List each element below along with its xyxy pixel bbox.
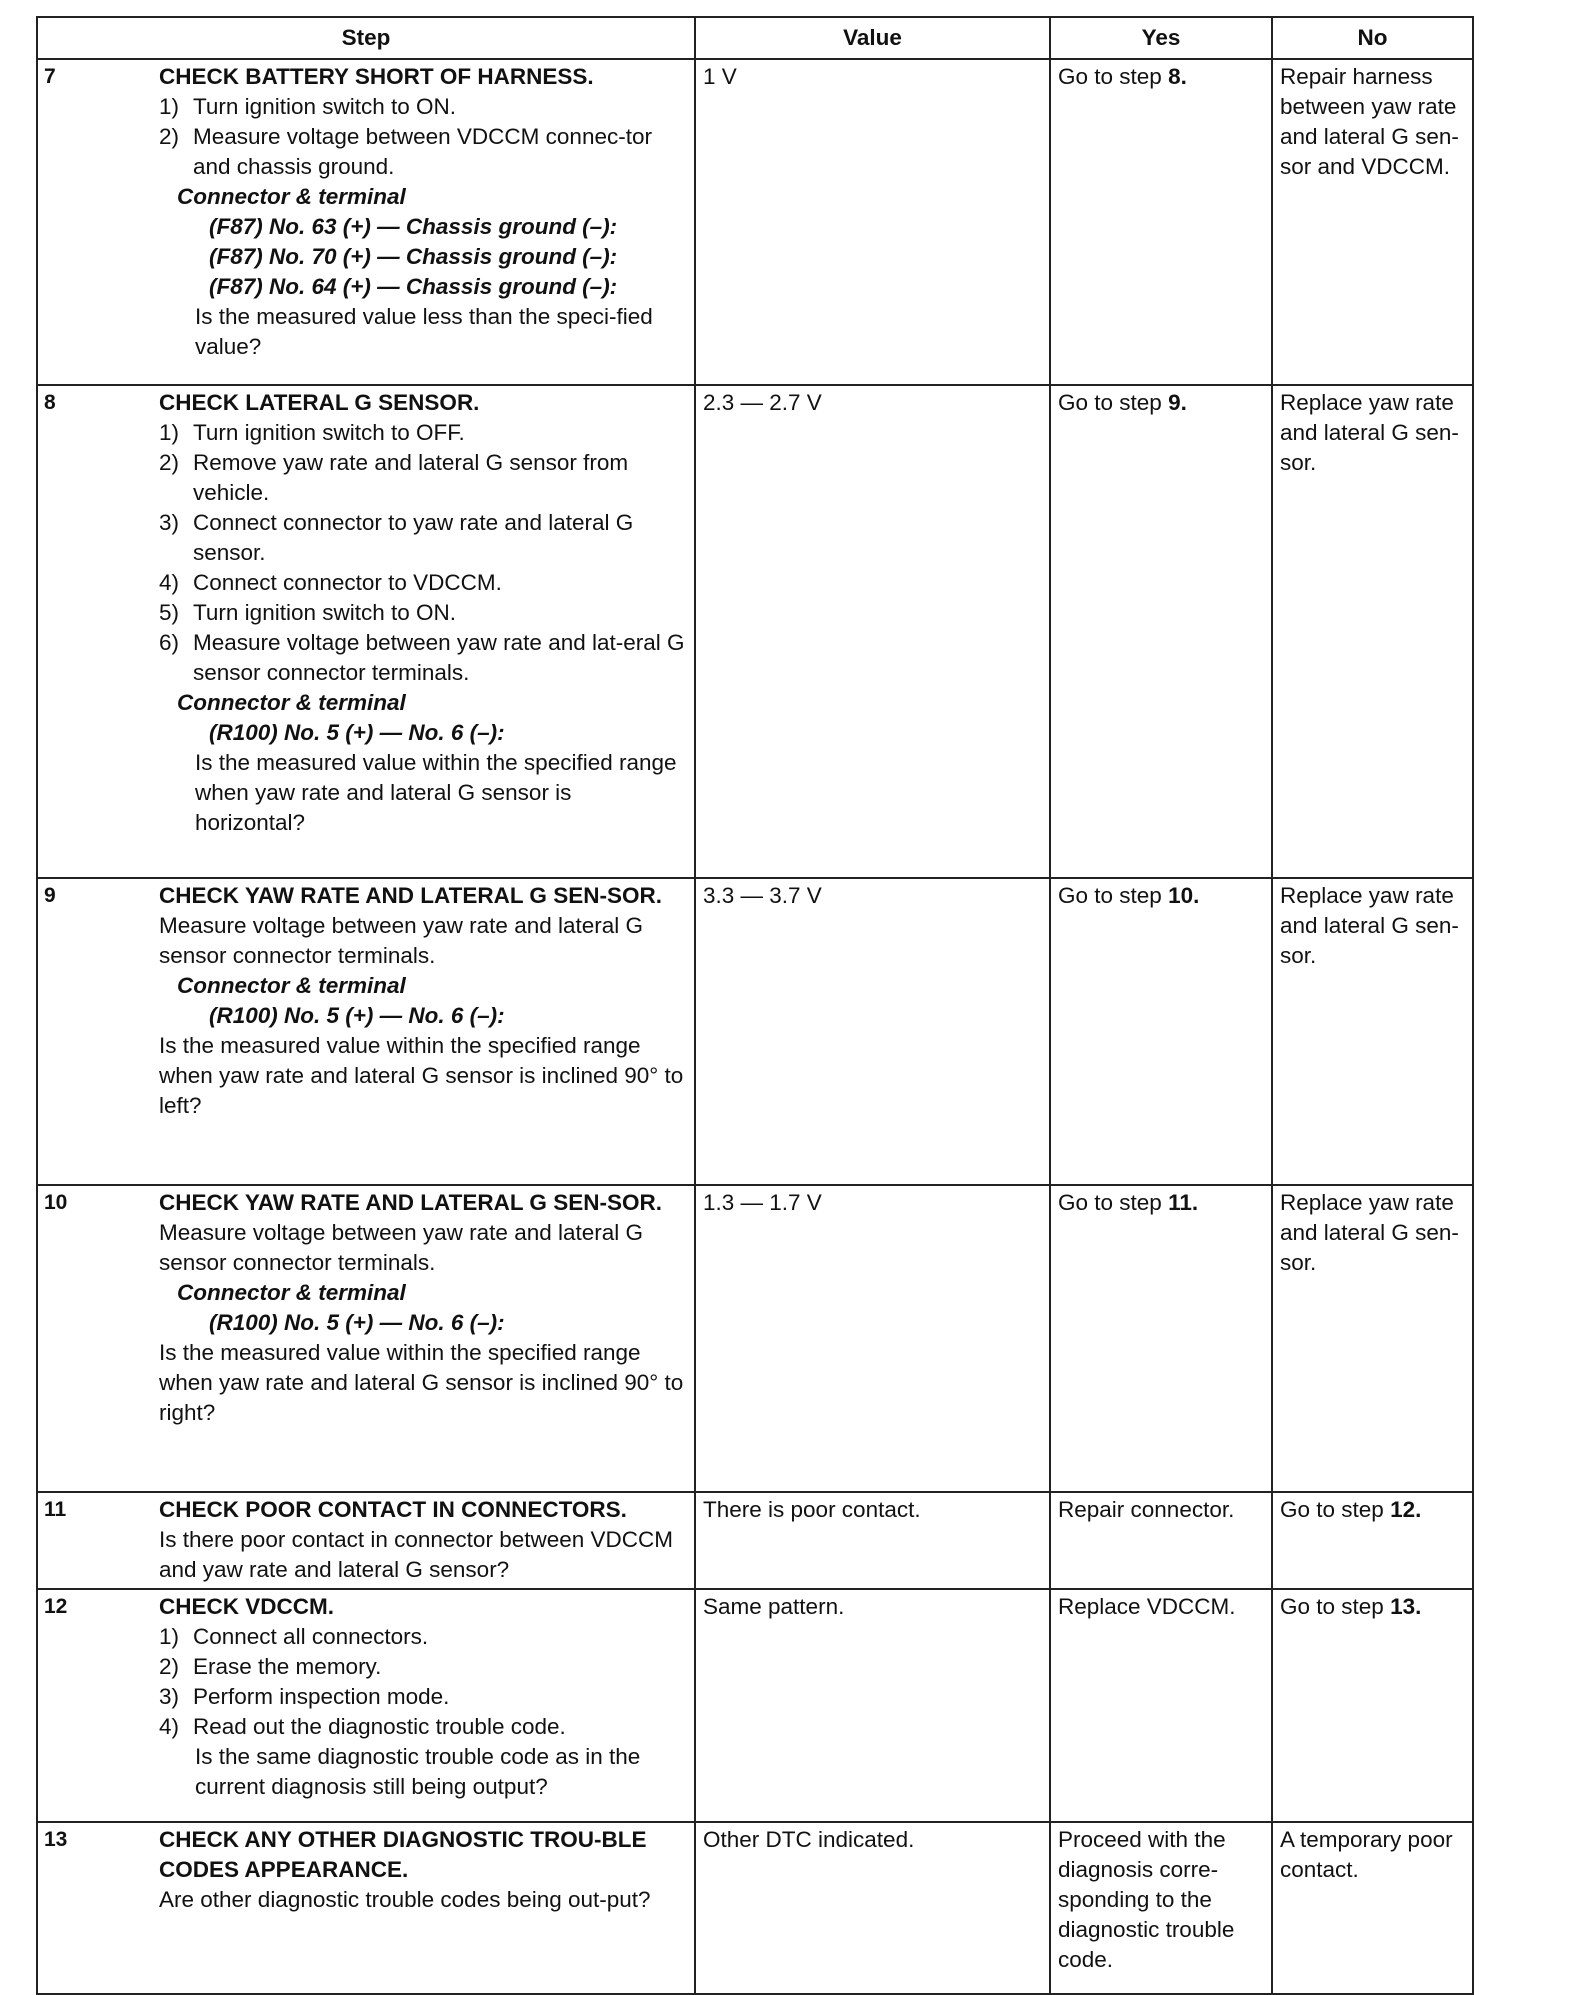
header-value: Value [695,17,1050,59]
connector-terminal: (R100) No. 5 (+) — No. 6 (–): [209,720,505,745]
yes-step-ref: 9. [1168,390,1187,415]
step-body [159,1592,687,1802]
step-title: CHECK BATTERY SHORT OF HARNESS. [159,64,594,89]
step-body [159,881,687,1121]
step-title: CHECK YAW RATE AND LATERAL G SEN-SOR. [159,1190,662,1215]
yes-text: Go to step [1058,883,1169,908]
step-title: CHECK VDCCM. [159,1594,335,1619]
step-title: CHECK POOR CONTACT IN CONNECTORS. [159,1497,627,1522]
step-number: 13 [44,1828,68,1851]
no-text: Go to step [1280,1497,1391,1522]
instruction-number: 6) [159,630,180,655]
connector-terminal: (R100) No. 5 (+) — No. 6 (–): [209,1003,505,1028]
connector-terminal: (F87) No. 70 (+) — Chassis ground (–): [209,244,618,269]
table-row [37,878,1473,1185]
value-cell [695,1492,1050,1589]
instruction-number: 3) [159,510,180,535]
connector-terminal: (F87) No. 64 (+) — Chassis ground (–): [209,274,618,299]
yes-text: Proceed with the diagnosis corre-sponding to the diagnostic trouble code. [1058,1827,1235,1972]
step-instruction [159,1652,687,1682]
yes-step-ref: 8. [1168,64,1187,89]
connector-heading: Connector & terminal [177,973,406,998]
step-number: 9 [44,884,56,907]
step-cell [37,1822,695,1994]
step-title: CHECK ANY OTHER DIAGNOSTIC TROU-BLE CODES APPEARANCE. [159,1827,647,1882]
table-row [37,385,1473,878]
connector-heading: Connector & terminal [177,690,406,715]
instruction-text: Turn ignition switch to ON. [193,94,457,119]
step-body [159,1188,687,1428]
table-row [37,1492,1473,1589]
yes-text: Go to step [1058,64,1169,89]
no-step-ref: 12. [1390,1497,1422,1522]
table-row [37,1589,1473,1822]
instruction-text: Remove yaw rate and lateral G sensor from vehicle. [193,450,629,505]
instruction-number: 2) [159,450,180,475]
yes-step-ref: 10. [1168,883,1200,908]
instruction-text: Turn ignition switch to OFF. [193,420,465,445]
step-body [159,1825,687,1915]
yes-text: Replace VDCCM. [1058,1594,1236,1619]
step-description: Are other diagnostic trouble codes being out-put? [159,1887,651,1912]
instruction-number: 1) [159,94,180,119]
instruction-text: Perform inspection mode. [193,1684,450,1709]
instruction-text: Connect connector to yaw rate and lateral G sensor. [193,510,634,565]
step-instruction [159,568,687,598]
connector-heading: Connector & terminal [177,184,406,209]
step-instruction [159,598,687,628]
instruction-number: 4) [159,1714,180,1739]
connector-terminal: (R100) No. 5 (+) — No. 6 (–): [209,1310,505,1335]
step-question: Is the measured value within the specified range when yaw rate and lateral G sensor is horizontal? [195,750,677,835]
no-cell [1272,59,1473,385]
no-cell [1272,1589,1473,1822]
step-title: CHECK LATERAL G SENSOR. [159,390,480,415]
value-cell [695,1822,1050,1994]
no-text: Replace yaw rate and lateral G sen-sor. [1280,883,1459,968]
step-cell [37,385,695,878]
no-text: A temporary poor contact. [1280,1827,1453,1882]
no-cell [1272,1492,1473,1589]
instruction-text: Connect all connectors. [193,1624,429,1649]
yes-cell [1050,1822,1272,1994]
instruction-number: 2) [159,1654,180,1679]
step-instruction [159,508,687,568]
yes-cell [1050,1185,1272,1492]
no-step-ref: 13. [1390,1594,1422,1619]
instruction-number: 1) [159,420,180,445]
step-description: Measure voltage between yaw rate and lateral G sensor connector terminals. [159,1220,644,1275]
step-question: Is the same diagnostic trouble code as in the current diagnosis still being output? [195,1744,641,1799]
yes-cell [1050,385,1272,878]
table-row [37,1822,1473,1994]
step-cell [37,1185,695,1492]
step-description: Is there poor contact in connector between VDCCM and yaw rate and lateral G sensor? [159,1527,674,1582]
instruction-text: Read out the diagnostic trouble code. [193,1714,566,1739]
yes-cell [1050,59,1272,385]
connector-terminal: (F87) No. 63 (+) — Chassis ground (–): [209,214,618,239]
step-instruction [159,418,687,448]
step-number: 7 [44,65,56,88]
instruction-text: Erase the memory. [193,1654,382,1679]
step-question: Is the measured value less than the speci-fied value? [195,304,653,359]
value-text: 3.3 — 3.7 V [703,883,822,908]
step-body [159,388,687,838]
instruction-number: 5) [159,600,180,625]
no-cell [1272,1185,1473,1492]
header-row [37,17,1473,59]
value-text: Same pattern. [703,1594,845,1619]
no-text: Go to step [1280,1594,1391,1619]
step-instruction [159,122,687,182]
instruction-number: 1) [159,1624,180,1649]
diagnostic-table-page [36,16,1472,1995]
yes-text: Repair connector. [1058,1497,1235,1522]
step-number: 12 [44,1595,68,1618]
no-text: Replace yaw rate and lateral G sen-sor. [1280,390,1459,475]
value-cell [695,1589,1050,1822]
value-cell [695,385,1050,878]
step-description: Measure voltage between yaw rate and lateral G sensor connector terminals. [159,913,644,968]
step-cell [37,59,695,385]
table-row [37,59,1473,385]
no-text: Replace yaw rate and lateral G sen-sor. [1280,1190,1459,1275]
value-cell [695,878,1050,1185]
instruction-number: 4) [159,570,180,595]
value-text: Other DTC indicated. [703,1827,915,1852]
header-step: Step [37,17,695,59]
value-text: 1.3 — 1.7 V [703,1190,822,1215]
instruction-number: 3) [159,1684,180,1709]
step-cell [37,1492,695,1589]
step-instruction [159,1622,687,1652]
no-cell [1272,878,1473,1185]
step-instruction [159,628,687,688]
instruction-number: 2) [159,124,180,149]
yes-cell [1050,1492,1272,1589]
yes-text: Go to step [1058,390,1169,415]
header-yes: Yes [1050,17,1272,59]
step-body [159,62,687,362]
instruction-text: Measure voltage between yaw rate and lat-eral G sensor connector terminals. [193,630,685,685]
value-cell [695,59,1050,385]
step-question: Is the measured value within the specified range when yaw rate and lateral G sensor is inclined 90° to left? [159,1033,684,1118]
step-title: CHECK YAW RATE AND LATERAL G SEN-SOR. [159,883,662,908]
no-text: Repair harness between yaw rate and lateral G sen-sor and VDCCM. [1280,64,1459,179]
step-instruction [159,448,687,508]
step-instruction [159,1682,687,1712]
step-cell [37,1589,695,1822]
diagnostic-table [36,16,1474,1995]
step-number: 11 [44,1498,67,1521]
instruction-text: Connect connector to VDCCM. [193,570,502,595]
no-cell [1272,1822,1473,1994]
value-text: 1 V [703,64,737,89]
header-no: No [1272,17,1473,59]
step-number: 10 [44,1191,68,1214]
step-instruction [159,1712,687,1742]
step-instruction [159,92,687,122]
step-cell [37,878,695,1185]
value-cell [695,1185,1050,1492]
table-row [37,1185,1473,1492]
yes-text: Go to step [1058,1190,1169,1215]
instruction-text: Measure voltage between VDCCM connec-tor and chassis ground. [193,124,652,179]
value-text: 2.3 — 2.7 V [703,390,822,415]
step-question: Is the measured value within the specified range when yaw rate and lateral G sensor is inclined 90° to right? [159,1340,684,1425]
value-text: There is poor contact. [703,1497,921,1522]
yes-cell [1050,1589,1272,1822]
no-cell [1272,385,1473,878]
yes-cell [1050,878,1272,1185]
step-body [159,1495,687,1585]
step-number: 8 [44,391,56,414]
instruction-text: Turn ignition switch to ON. [193,600,457,625]
yes-step-ref: 11. [1168,1190,1199,1215]
connector-heading: Connector & terminal [177,1280,406,1305]
